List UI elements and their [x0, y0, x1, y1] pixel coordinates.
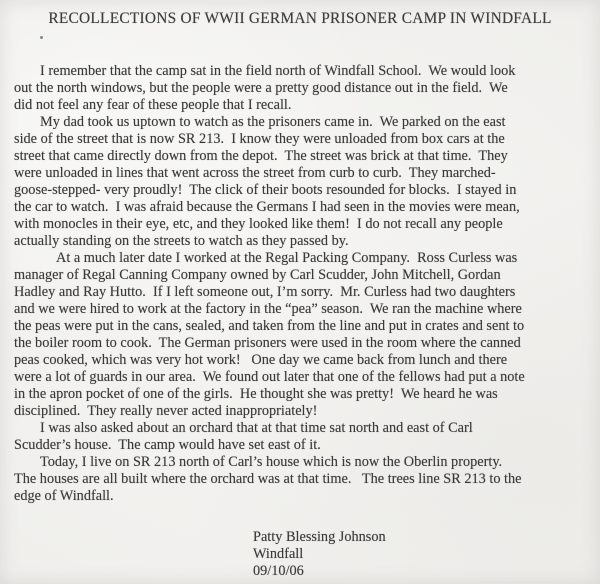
- text-line: I remember that the camp sat in the field north of Windfall School. We would look: [40, 63, 516, 79]
- text-line: side of the street that is now SR 213. I know they were unloaded from box cars at the: [14, 131, 505, 147]
- text-line: with monocles in their eye, etc, and they looked like them! I do not recall any people: [14, 216, 503, 232]
- paragraph: [14, 420, 578, 454]
- signature-date: 09/10/06: [253, 563, 304, 579]
- text-line: manager of Regal Canning Company owned by Carl Scudder, John Mitchell, Gordan: [14, 267, 501, 283]
- text-line: the boiler room to cook. The German prisoners were used in the room where the canned: [14, 335, 521, 351]
- paragraph: [14, 250, 578, 420]
- text-line: were a lot of guards in our area. We found out later that one of the fellows had put a note: [14, 369, 525, 385]
- text-line: At a much later date I worked at the Regal Packing Company. Ross Curless was: [56, 250, 518, 266]
- text-line: disciplined. They really never acted inappropriately!: [14, 403, 318, 419]
- text-line: actually standing on the streets to watch as they passed by.: [14, 233, 349, 249]
- text-line: street that came directly down from the depot. The street was brick at that time. They: [14, 148, 508, 164]
- paragraph: [14, 454, 578, 505]
- document-title: RECOLLECTIONS OF WWII GERMAN PRISONER CAMP IN WINDFALL: [48, 10, 552, 27]
- text-line: out the north windows, but the people were a pretty good distance out in the field. We: [14, 80, 508, 96]
- text-line: edge of Windfall.: [14, 488, 114, 504]
- text-line: My dad took us uptown to watch as the prisoners came in. We parked on the east: [40, 114, 506, 130]
- text-line: peas cooked, which was very hot work! One day we came back from lunch and there: [14, 352, 508, 368]
- text-line: in the apron pocket of one of the girls. He thought she was pretty! We heard he was: [14, 386, 498, 402]
- text-line: the peas were put in the cans, sealed, and taken from the line and put in crates and sent to: [14, 318, 525, 334]
- signature-block: [253, 529, 386, 580]
- text-line: the car to watch. I was afraid because the Germans I had seen in the movies were mean,: [14, 199, 520, 215]
- signature-place: Windfall: [253, 546, 304, 562]
- text-line: were unloaded in lines that went across the street from curb to curb. They marched-: [14, 165, 496, 181]
- text-line: and we were hired to work at the factory in the “pea” season. We ran the machine where: [14, 301, 522, 317]
- text-line: did not feel any fear of these people that I recall.: [14, 97, 292, 113]
- paragraph: [14, 63, 578, 114]
- text-line: The houses are all built where the orchard was at that time. The trees line SR 213 to the: [14, 471, 522, 487]
- text-line: Scudder’s house. The camp would have set east of it.: [14, 437, 321, 453]
- scan-speck-mark: [40, 36, 43, 39]
- document-body: [14, 63, 578, 505]
- text-line: goose-stepped- very proudly! The click of their boots resounded for blocks. I stayed in: [14, 182, 517, 198]
- text-line: Today, I live on SR 213 north of Carl’s house which is now the Oberlin property.: [40, 454, 503, 470]
- paragraph: [14, 114, 578, 250]
- text-line: I was also asked about an orchard that at that time sat north and east of Carl: [40, 420, 473, 436]
- signature-name: Patty Blessing Johnson: [253, 529, 386, 545]
- text-line: Hadley and Ray Hutto. If I left someone out, I’m sorry. Mr. Curless had two daughters: [14, 284, 516, 300]
